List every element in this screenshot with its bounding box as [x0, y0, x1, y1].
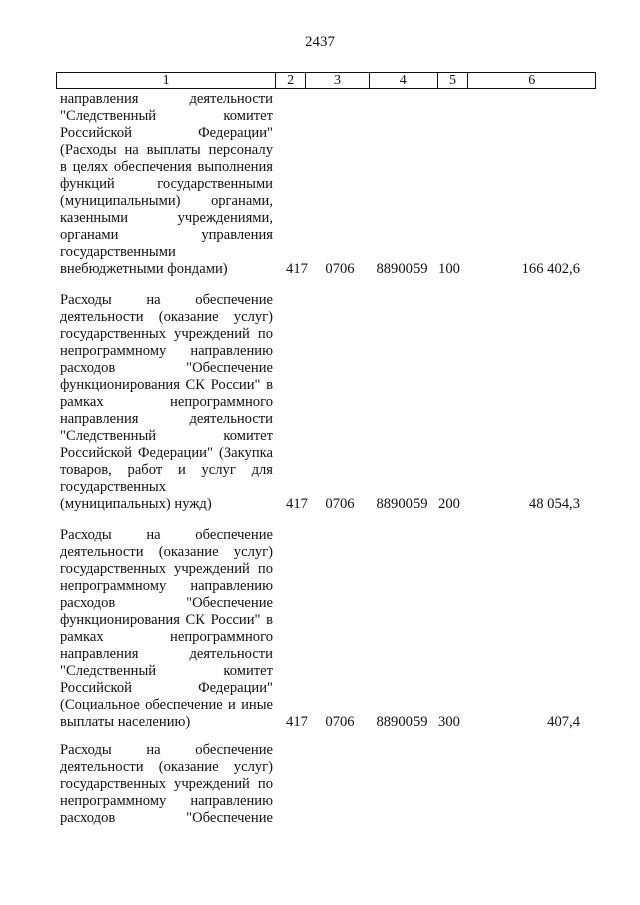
table-header-row [56, 72, 596, 89]
row-values [60, 496, 600, 513]
row-article: 8890059 [376, 496, 428, 512]
row-values [60, 261, 600, 278]
row-description [60, 91, 273, 278]
description-line: государственных учреждений по [60, 561, 273, 577]
description-line: (муниципальными) органами, [60, 193, 273, 209]
description-line: органами управления [60, 227, 273, 243]
description-line: "Следственный комитет [60, 663, 273, 679]
table-row [60, 527, 600, 731]
description-line: рамках непрограммного [60, 394, 273, 410]
row-amount: 166 402,6 [521, 261, 580, 277]
header-col-3: 3 [306, 73, 370, 88]
description-line: деятельности (оказание услуг) [60, 759, 273, 775]
description-line: "Следственный комитет [60, 108, 273, 124]
row-amount: 407,4 [547, 714, 580, 730]
row-type: 100 [438, 261, 460, 277]
description-line: рамках непрограммного [60, 629, 273, 645]
row-article: 8890059 [376, 714, 428, 730]
description-line: непрограммному направлению [60, 578, 273, 594]
header-col-4: 4 [370, 73, 438, 88]
description-line: "Следственный комитет [60, 428, 273, 444]
description-line: функционирования СК России" в [60, 377, 273, 393]
description-line: Российской Федерации" [60, 680, 273, 696]
description-line: функционирования СК России" в [60, 612, 273, 628]
description-line: деятельности (оказание услуг) [60, 309, 273, 325]
row-code: 417 [286, 261, 308, 277]
row-code: 417 [286, 714, 308, 730]
row-amount: 48 054,3 [528, 496, 580, 512]
description-line: государственных учреждений по [60, 776, 273, 792]
row-values [60, 810, 600, 827]
description-line: государственных учреждений по [60, 326, 273, 342]
description-line: Российской Федерации" (Закупка [60, 445, 273, 461]
header-col-6: 6 [528, 73, 536, 88]
row-section: 0706 [325, 714, 355, 730]
description-line: Расходы на обеспечение [60, 742, 273, 758]
description-line: казенными учреждениями, [60, 210, 273, 226]
header-col-1: 1 [57, 73, 276, 88]
row-code: 417 [286, 496, 308, 512]
row-type: 200 [438, 496, 460, 512]
row-description [60, 527, 273, 731]
description-line: непрограммному направлению [60, 793, 273, 809]
description-line: (муниципальных) нужд) [60, 496, 212, 512]
row-values [60, 714, 600, 731]
description-line: расходов "Обеспечение [60, 595, 273, 611]
row-article: 8890059 [376, 261, 428, 277]
header-col-2: 2 [276, 73, 306, 88]
description-line: (Социальное обеспечение и иные [60, 697, 273, 713]
description-line: внебюджетными фондами) [60, 261, 228, 277]
description-line: деятельности (оказание услуг) [60, 544, 273, 560]
description-line: Российской Федерации" [60, 125, 273, 141]
table-row [60, 742, 600, 827]
description-line: непрограммному направлению [60, 343, 273, 359]
description-line: направления деятельности [60, 91, 273, 107]
table-row [60, 91, 600, 278]
row-section: 0706 [325, 496, 355, 512]
row-description [60, 292, 273, 513]
header-col-5: 5 [438, 73, 469, 88]
description-line: расходов "Обеспечение [60, 810, 273, 826]
description-line: в целях обеспечения выполнения [60, 159, 273, 175]
description-line: расходов "Обеспечение [60, 360, 273, 376]
description-line: (Расходы на выплаты персоналу [60, 142, 273, 158]
page-number: 2437 [305, 34, 335, 50]
row-type: 300 [438, 714, 460, 730]
description-line: выплаты населению) [60, 714, 191, 730]
description-line: государственных [60, 479, 167, 495]
row-section: 0706 [325, 261, 355, 277]
description-line: направления деятельности [60, 411, 273, 427]
description-line: государственными [60, 244, 176, 260]
description-line: функций государственными [60, 176, 273, 192]
description-line: направления деятельности [60, 646, 273, 662]
description-line: Расходы на обеспечение [60, 292, 273, 308]
table-row [60, 292, 600, 513]
description-line: товаров, работ и услуг для [60, 462, 273, 478]
description-line: Расходы на обеспечение [60, 527, 273, 543]
